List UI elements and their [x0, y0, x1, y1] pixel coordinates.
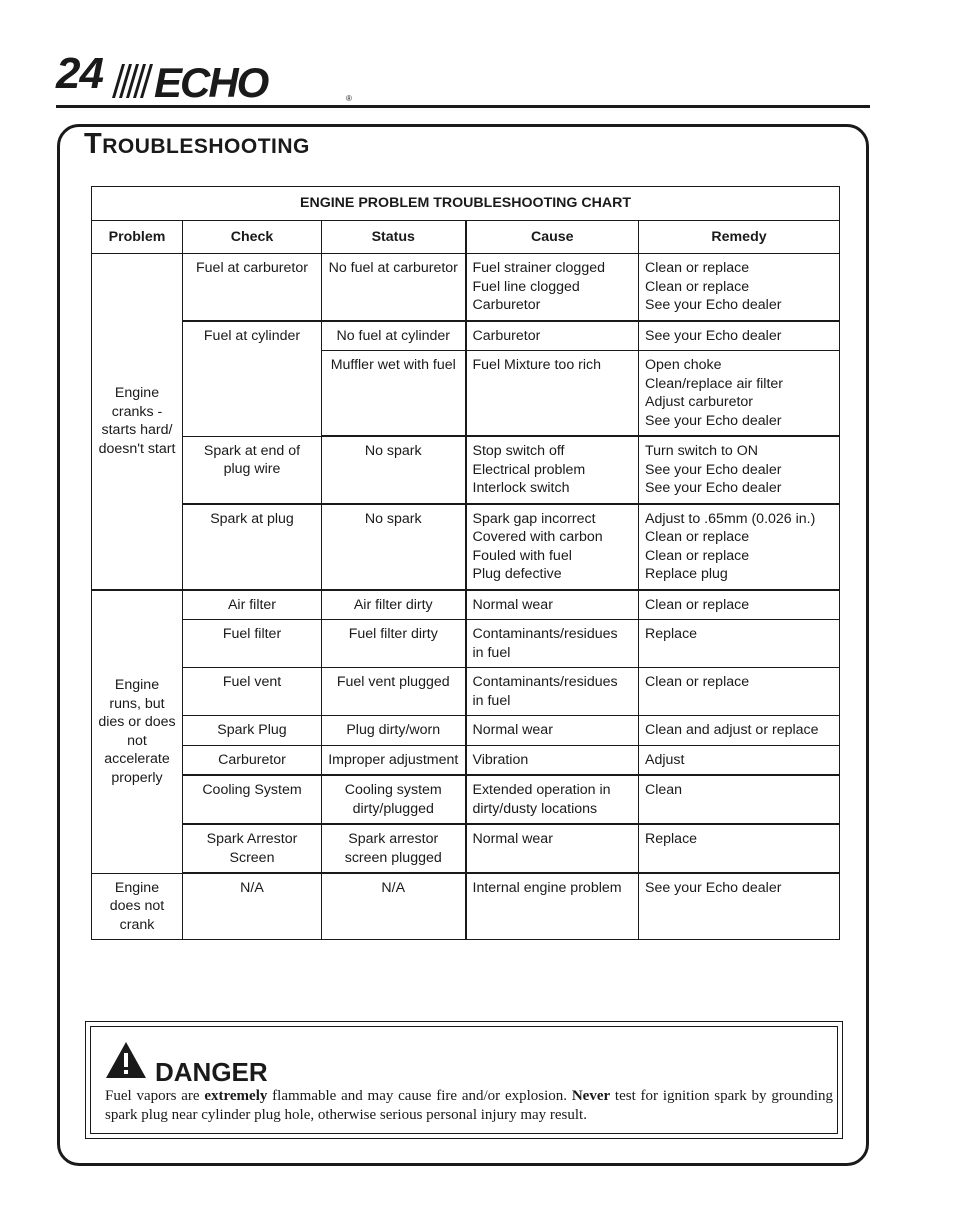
remedy-line: Replace	[645, 831, 698, 847]
status-cell: Spark arrestor screen plugged	[322, 824, 466, 873]
echo-logo	[110, 58, 360, 102]
table-row	[92, 321, 840, 351]
check-cell: N/A	[183, 873, 322, 940]
remedy-line: See your Echo dealer	[645, 412, 782, 429]
remedy-cell	[639, 824, 840, 873]
status-cell: Cooling system dirty/plugged	[322, 775, 466, 824]
cause-line: Fuel Mixture too rich	[472, 357, 602, 373]
cause-cell	[466, 254, 639, 321]
status-cell: Air filter dirty	[322, 590, 466, 620]
cause-cell	[466, 775, 639, 824]
cause-line: Internal engine problem	[472, 880, 622, 896]
remedy-line: Clean or replace	[645, 529, 750, 545]
table-row	[92, 775, 840, 824]
table-title: ENGINE PROBLEM TROUBLESHOOTING CHART	[92, 187, 840, 221]
cause-line: Normal wear	[472, 831, 553, 847]
remedy-cell	[639, 254, 840, 321]
table-row	[92, 504, 840, 590]
column-header: Status	[322, 220, 466, 254]
table-row	[92, 873, 840, 940]
cause-line: Contaminants/residues in fuel	[472, 626, 618, 661]
cause-line: Contaminants/residues in fuel	[472, 674, 618, 709]
problem-cell: Engine cranks - starts hard/ doesn't start	[92, 254, 183, 590]
remedy-line: Clean and adjust or replace	[645, 722, 819, 738]
remedy-line: Adjust to .65mm (0.026 in.)	[645, 510, 816, 527]
troubleshooting-table	[91, 186, 840, 940]
remedy-line: Clean or replace	[645, 260, 750, 276]
remedy-cell	[639, 321, 840, 351]
cause-cell	[466, 873, 639, 940]
page-number: 24	[56, 49, 103, 98]
column-header: Problem	[92, 220, 183, 254]
check-cell: Air filter	[183, 590, 322, 620]
check-cell: Fuel filter	[183, 620, 322, 668]
problem-cell: Engine does not crank	[92, 873, 183, 940]
section-title: TROUBLESHOOTING	[84, 128, 310, 160]
status-cell: N/A	[322, 873, 466, 940]
table-row	[92, 254, 840, 321]
check-cell: Spark Arrestor Screen	[183, 824, 322, 873]
remedy-line: Clean or replace	[645, 278, 750, 295]
remedy-line: Clean or replace	[645, 674, 750, 690]
status-cell: Fuel filter dirty	[322, 620, 466, 668]
logo-wordmark: ECHO	[154, 59, 268, 102]
table-row	[92, 590, 840, 620]
status-cell: No fuel at carburetor	[322, 254, 466, 321]
cause-line: Stop switch off	[472, 443, 565, 459]
cause-cell	[466, 745, 639, 775]
check-cell: Fuel vent	[183, 668, 322, 716]
table-row	[92, 745, 840, 775]
remedy-line: See your Echo dealer	[645, 327, 782, 344]
cause-cell	[466, 668, 639, 716]
status-cell: Improper adjustment	[322, 745, 466, 775]
status-cell: No spark	[322, 504, 466, 590]
status-cell: No fuel at cylinder	[322, 321, 466, 351]
remedy-line: Adjust carburetor	[645, 394, 754, 410]
remedy-line: Adjust	[645, 751, 685, 768]
cause-cell	[466, 436, 639, 504]
remedy-line: Clean or replace	[645, 547, 750, 564]
remedy-line: Clean	[645, 782, 683, 798]
column-header: Remedy	[639, 220, 840, 254]
cause-cell	[466, 716, 639, 746]
status-cell: Fuel vent plugged	[322, 668, 466, 716]
status-cell: Plug dirty/worn	[322, 716, 466, 746]
column-header: Check	[183, 220, 322, 254]
danger-box	[85, 1021, 843, 1139]
check-cell: Spark Plug	[183, 716, 322, 746]
check-cell: Spark at plug	[183, 504, 322, 590]
check-cell: Fuel at carburetor	[183, 254, 322, 321]
cause-line: Normal wear	[472, 722, 553, 738]
remedy-line: See your Echo dealer	[645, 297, 782, 313]
cause-line: Carburetor	[472, 327, 541, 344]
cause-line: Interlock switch	[472, 480, 570, 496]
check-cell: Cooling System	[183, 775, 322, 824]
status-cell: Muffler wet with fuel	[322, 351, 466, 437]
remedy-line: See your Echo dealer	[645, 880, 782, 896]
warning-triangle-icon	[105, 1041, 147, 1079]
remedy-cell	[639, 351, 840, 437]
cause-cell	[466, 351, 639, 437]
table-row	[92, 824, 840, 873]
cause-cell	[466, 321, 639, 351]
cause-line: Carburetor	[472, 297, 541, 313]
cause-line: Covered with carbon	[472, 529, 603, 545]
cause-line: Fuel strainer clogged	[472, 260, 605, 276]
cause-line: Extended operation in dirty/dusty locations	[472, 782, 611, 817]
cause-line: Plug defective	[472, 566, 562, 582]
table-row	[92, 620, 840, 668]
cause-cell	[466, 590, 639, 620]
cause-line: Fouled with fuel	[472, 547, 572, 564]
remedy-line: Turn switch to ON	[645, 443, 759, 459]
table-row	[92, 668, 840, 716]
cause-line: Electrical problem	[472, 461, 586, 478]
remedy-line: Clean/replace air filter	[645, 375, 783, 392]
registered-mark: ®	[346, 94, 352, 102]
remedy-cell	[639, 716, 840, 746]
remedy-cell	[639, 873, 840, 940]
remedy-line: Replace plug	[645, 566, 728, 582]
header-rule	[56, 105, 870, 108]
table-row	[92, 436, 840, 504]
remedy-cell	[639, 436, 840, 504]
remedy-cell	[639, 504, 840, 590]
remedy-line: See your Echo dealer	[645, 480, 782, 496]
remedy-line: Open choke	[645, 357, 722, 373]
danger-text: Fuel vapors are extremely flammable and may cause fire and/or explosion. Never test for ignition spark by grounding spark plug near cylinder plug hole, otherwise serious personal injury may result.	[105, 1088, 834, 1123]
cause-cell	[466, 824, 639, 873]
cause-cell	[466, 504, 639, 590]
check-cell: Carburetor	[183, 745, 322, 775]
cause-line: Normal wear	[472, 596, 553, 613]
remedy-cell	[639, 620, 840, 668]
cause-line: Spark gap incorrect	[472, 510, 596, 527]
problem-cell: Engine runs, but dies or does not accelerate properly	[92, 590, 183, 874]
danger-title: DANGER	[155, 1057, 268, 1087]
remedy-line: Clean or replace	[645, 596, 750, 613]
column-header: Cause	[466, 220, 639, 254]
cause-line: Vibration	[472, 751, 529, 768]
cause-line: Fuel line clogged	[472, 278, 580, 295]
check-cell: Fuel at cylinder	[183, 321, 322, 437]
status-cell: No spark	[322, 436, 466, 504]
remedy-cell	[639, 775, 840, 824]
check-cell: Spark at end of plug wire	[183, 436, 322, 504]
remedy-cell	[639, 668, 840, 716]
remedy-cell	[639, 590, 840, 620]
cause-cell	[466, 620, 639, 668]
remedy-cell	[639, 745, 840, 775]
remedy-line: See your Echo dealer	[645, 461, 782, 478]
remedy-line: Replace	[645, 626, 698, 642]
table-row	[92, 716, 840, 746]
